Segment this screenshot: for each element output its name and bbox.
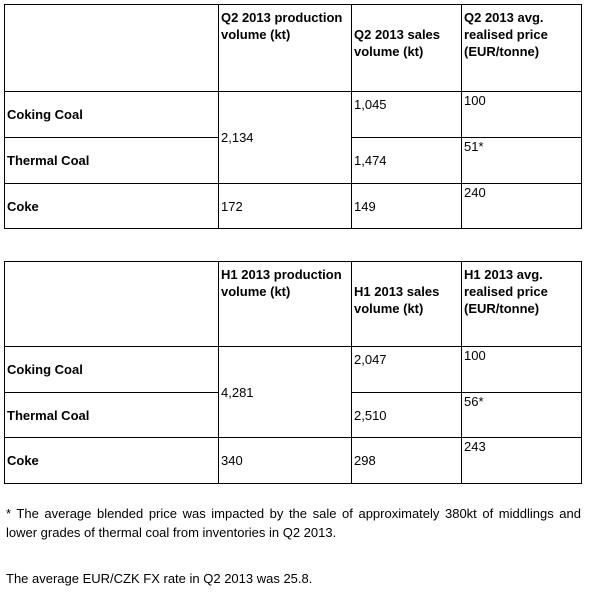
sales-value: 2,047 (352, 347, 462, 393)
price-value: 100 (462, 347, 582, 393)
table-row (5, 438, 582, 484)
header-cell-empty (5, 5, 219, 92)
combined-production-value: 2,134 (219, 92, 352, 184)
header-sales-volume: Q2 2013 sales volume (kt) (352, 5, 462, 92)
sales-value: 149 (352, 184, 462, 229)
header-avg-price: H1 2013 avg. realised price (EUR/tonne) (462, 262, 582, 347)
price-value: 56* (462, 393, 582, 438)
header-production-volume: H1 2013 production volume (kt) (219, 262, 352, 347)
table-row (5, 184, 582, 229)
price-value: 51* (462, 138, 582, 184)
row-label-thermal-coal: Thermal Coal (5, 393, 219, 438)
q2-2013-table (4, 4, 582, 229)
sales-value: 1,045 (352, 92, 462, 138)
row-label-coking-coal: Coking Coal (5, 347, 219, 393)
combined-production-value: 4,281 (219, 347, 352, 438)
footnote-text: * The average blended price was impacted by the sale of approximately 380kt of middlings and lower grades of thermal coal from inventories in Q2 2013. (6, 506, 581, 540)
header-sales-volume: H1 2013 sales volume (kt) (352, 262, 462, 347)
sales-value: 1,474 (352, 138, 462, 184)
sales-value: 2,510 (352, 393, 462, 438)
header-cell-empty (5, 262, 219, 347)
price-value: 100 (462, 92, 582, 138)
header-avg-price: Q2 2013 avg. realised price (EUR/tonne) (462, 5, 582, 92)
production-value: 172 (219, 184, 352, 229)
header-production-volume: Q2 2013 production volume (kt) (219, 5, 352, 92)
row-label-coke: Coke (5, 184, 219, 229)
table-row (5, 92, 582, 138)
row-label-coking-coal: Coking Coal (5, 92, 219, 138)
table-header-row (5, 262, 582, 347)
production-value: 340 (219, 438, 352, 484)
table-row (5, 347, 582, 393)
row-label-coke: Coke (5, 438, 219, 484)
fx-rate-note: The average EUR/CZK FX rate in Q2 2013 was 25.8. (6, 571, 313, 586)
sales-value: 298 (352, 438, 462, 484)
h1-2013-table (4, 261, 582, 484)
row-label-thermal-coal: Thermal Coal (5, 138, 219, 184)
price-value: 240 (462, 184, 582, 229)
table-header-row (5, 5, 582, 92)
price-value: 243 (462, 438, 582, 484)
